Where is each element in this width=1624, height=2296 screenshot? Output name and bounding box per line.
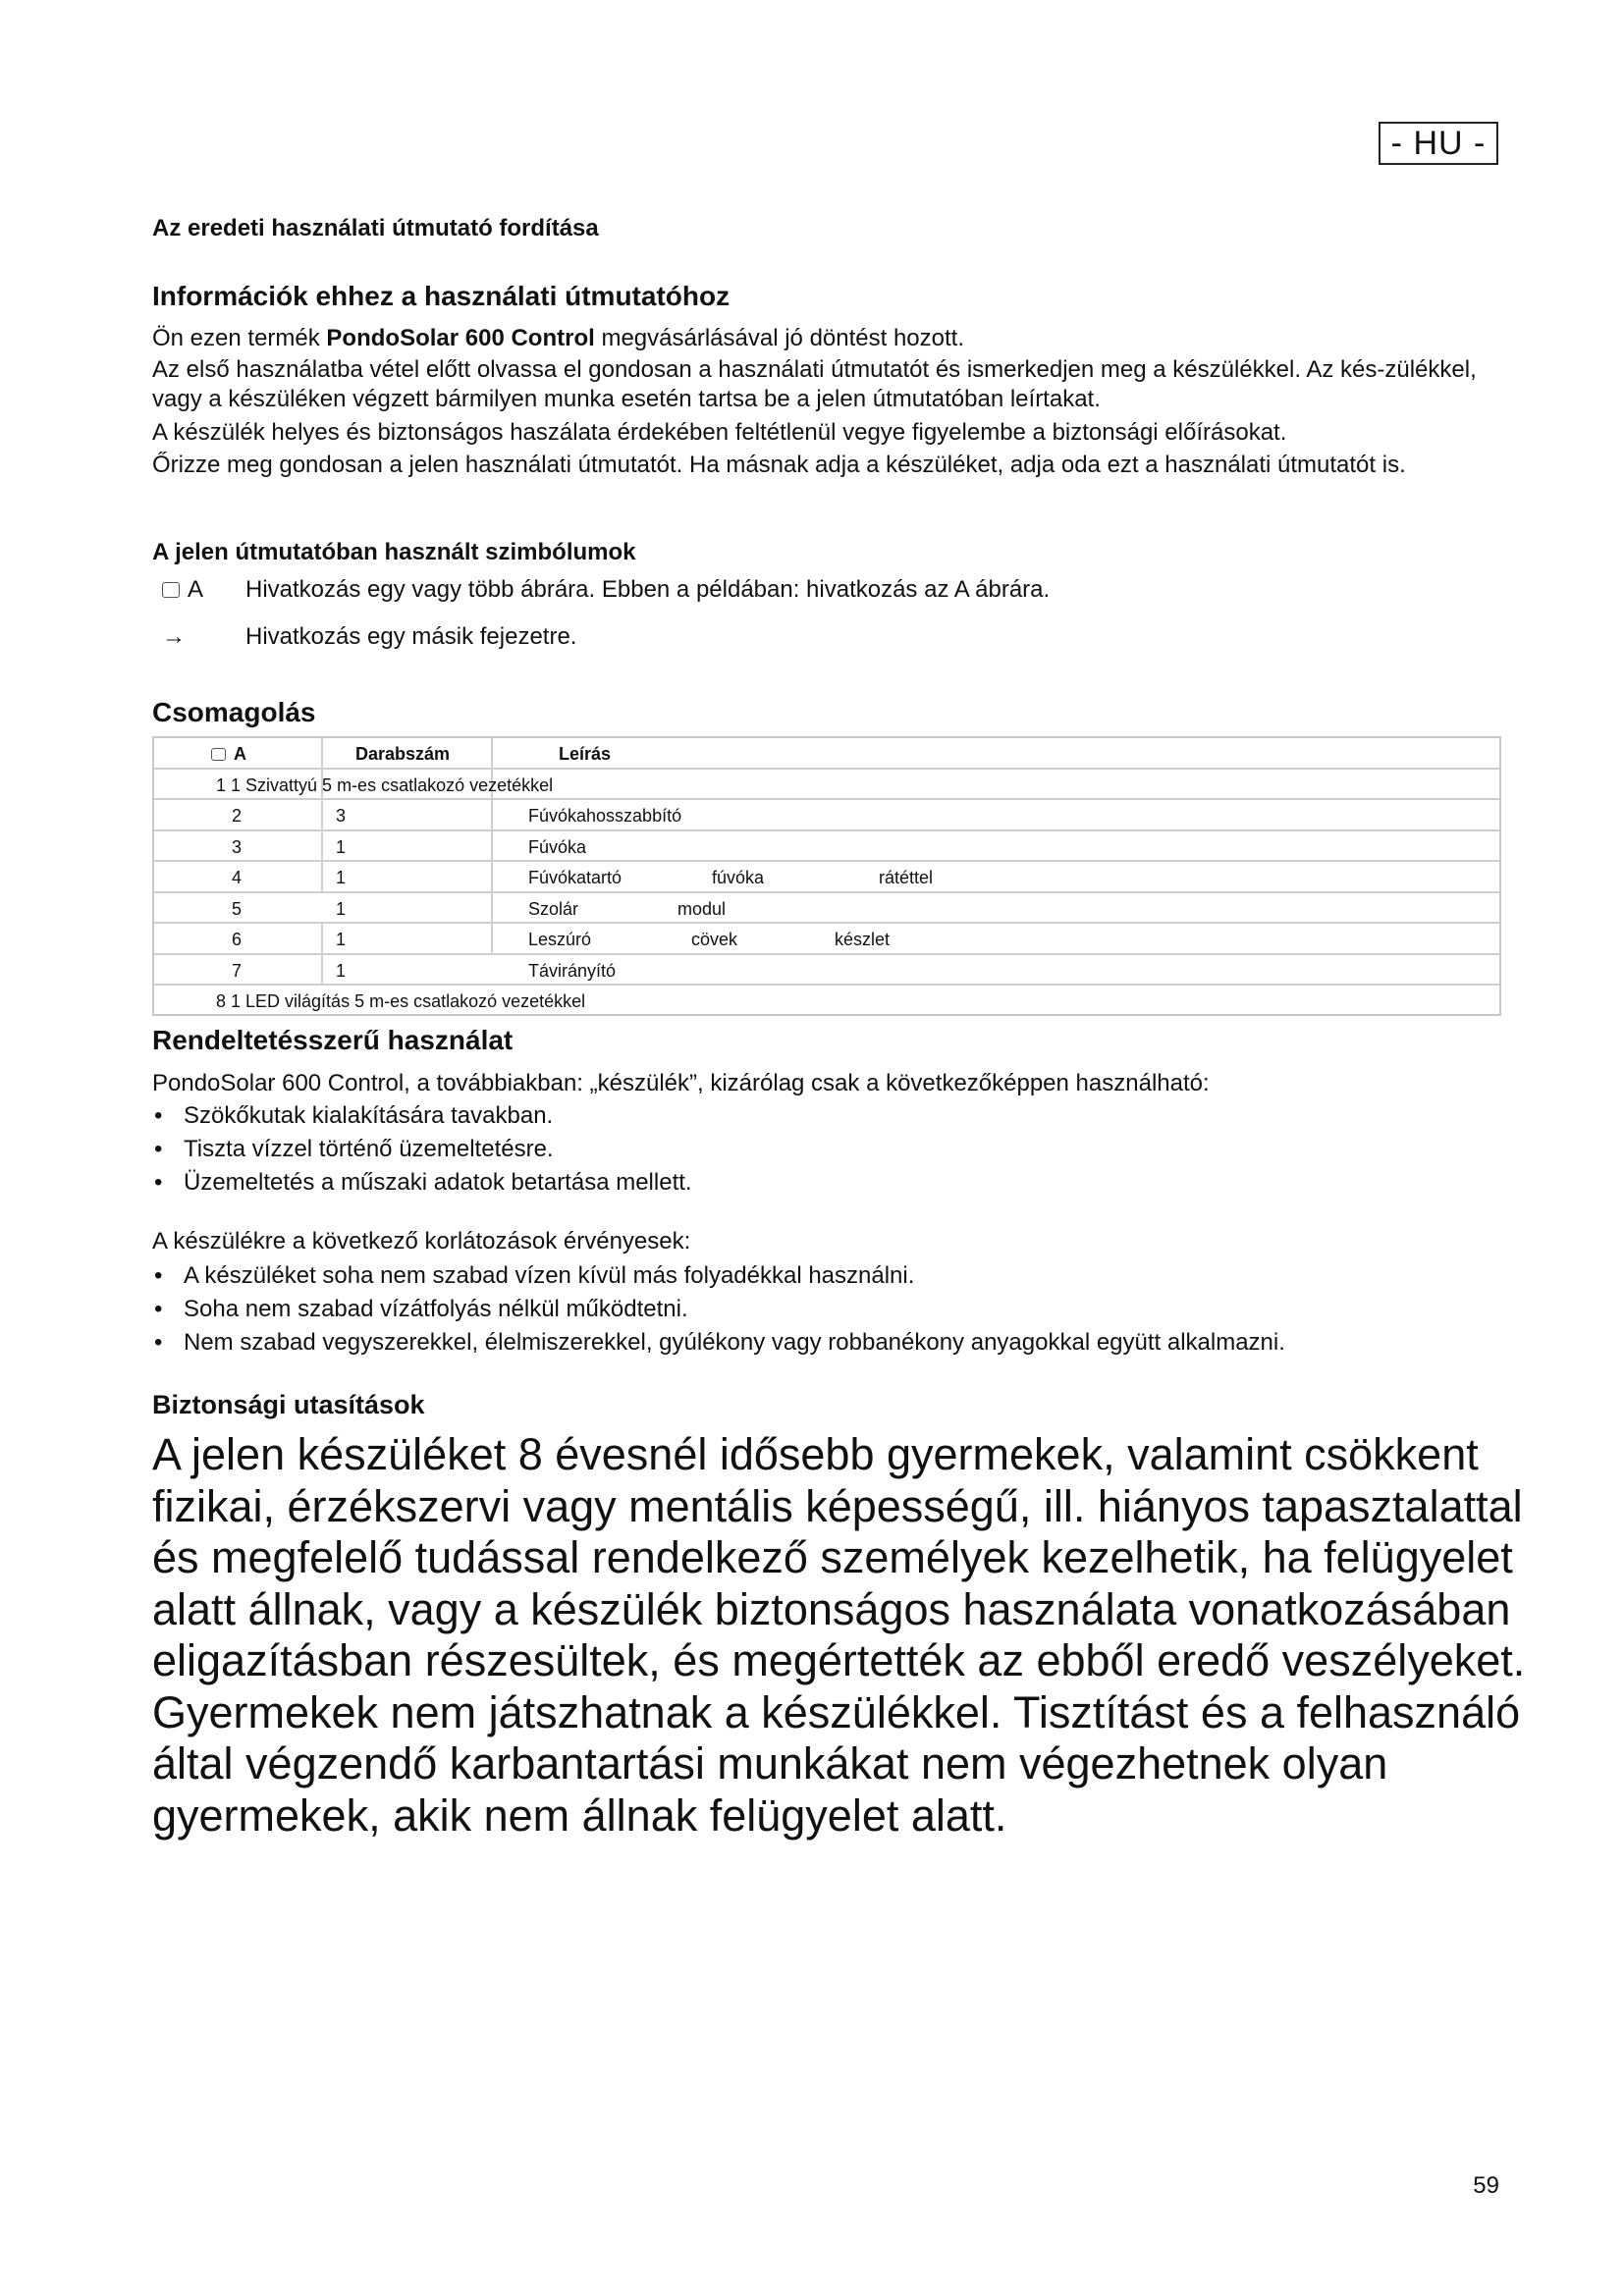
table-cell-desc: Távirányító (528, 960, 617, 981)
table-cell-merged: 8 1 LED világítás 5 m-es csatlakozó vezetékkel (216, 991, 586, 1011)
arrow-right-icon: → (162, 623, 186, 650)
info-paragraph-1 (152, 324, 1497, 353)
table-cell-count: 1 (336, 868, 347, 887)
info-paragraph-2: Az első használatba vétel előtt olvassa el gondosan a használati útmutatót és ismerkedjen meg a készülékkel. Az kés-zülékkel, vagy a készüléken végzett bármilyen munka esetén tartsa be a jelen útmutatóban leírtakat. (152, 356, 1477, 412)
table-row (154, 893, 1499, 925)
list-item: • Nem szabad vegyszerekkel, élelmiszerekkel, gyúlékony vagy robbanékony anyagokkal együtt alkalmazni. (152, 1326, 1497, 1360)
intended-use-list (152, 1099, 1497, 1200)
symbol-row-chapter (152, 622, 576, 652)
table-cell-desc: Leszúró (528, 930, 592, 949)
table-cell-desc: Fúvóka (528, 836, 587, 857)
restrictions-list (152, 1259, 1497, 1360)
table-cell-desc: fúvóka (712, 868, 765, 887)
info-heading: Információk ehhez a használati útmutatóhoz (152, 281, 731, 311)
table-cell-a: 3 (232, 836, 243, 857)
table-cell-desc: Szolár (528, 898, 579, 919)
table-header-row (154, 738, 1499, 770)
table-row (154, 800, 1499, 831)
table-row (154, 924, 1499, 955)
header-a-label: A (234, 744, 246, 764)
table-cell-count: 1 (336, 960, 347, 981)
table-cell-count: 3 (336, 806, 347, 826)
chapter-symbol-text: Hivatkozás egy másik fejezetre. (245, 623, 577, 650)
table-cell-desc: cövek (691, 930, 738, 949)
table-cell-merged: 1 1 Szivattyú 5 m-es csatlakozó vezetékkel (216, 774, 554, 795)
table-cell-a: 4 (232, 868, 243, 887)
table-cell-count: 1 (336, 930, 347, 949)
list-item: • Soha nem szabad vízátfolyás nélkül működtetni. (152, 1293, 1497, 1326)
table-cell-count: 1 (336, 836, 347, 857)
table-cell-desc: Fúvókahosszabbító (528, 806, 682, 826)
figure-box-icon (211, 748, 226, 761)
product-name: PondoSolar 600 Control (326, 325, 595, 351)
symbols-heading: A jelen útmutatóban használt szimbólumok (152, 539, 636, 565)
header-count: Darabszám (355, 744, 451, 764)
table-row (154, 955, 1499, 987)
info-p1-before: Ön ezen termék (152, 325, 327, 351)
list-item: • Szökőkutak kialakítására tavakban. (152, 1099, 1497, 1133)
info-paragraph-3: A készülék helyes és biztonságos haszálata érdekében feltétlenül vegye figyelembe a biztonsági előírásokat. (152, 419, 1287, 446)
language-badge: - HU - (1379, 122, 1498, 165)
table-cell-a: 5 (232, 898, 243, 919)
figure-symbol-letter: A (188, 576, 204, 603)
table-row (154, 770, 1499, 801)
packaging-table (152, 736, 1501, 1016)
page-number: 59 (1473, 2172, 1499, 2199)
table-row (154, 862, 1499, 893)
header-a (211, 744, 246, 765)
table-cell-desc: Fúvókatartó (528, 868, 623, 887)
table-cell-a: 2 (232, 806, 243, 826)
info-p1-after: megvásárlásával jó döntést hozott. (594, 325, 965, 351)
table-cell-desc: rátéttel (879, 868, 934, 887)
table-cell-desc: készlet (835, 930, 891, 949)
list-item: • Üzemeltetés a műszaki adatok betartása mellett. (152, 1166, 1497, 1200)
table-cell-count: 1 (336, 898, 347, 919)
restrictions-intro: A készülékre a következő korlátozások érvényesek: (152, 1228, 691, 1255)
safety-heading: Biztonsági utasítások (152, 1390, 425, 1419)
table-cell-a: 7 (232, 960, 243, 981)
list-item: • Tiszta vízzel történő üzemeltetésre. (152, 1133, 1497, 1166)
table-cell-desc: modul (677, 898, 727, 919)
table-row (154, 831, 1499, 863)
intended-use-intro: PondoSolar 600 Control, a továbbiakban: „készülék”, kizárólag csak a következőképpen használható: (152, 1070, 1210, 1096)
symbol-row-figure (152, 575, 1050, 605)
figure-symbol (152, 575, 245, 605)
intended-use-heading: Rendeltetésszerű használat (152, 1025, 514, 1055)
packaging-heading: Csomagolás (152, 697, 316, 727)
figure-symbol-text: Hivatkozás egy vagy több ábrára. Ebben a példában: hivatkozás az A ábrára. (245, 576, 1051, 603)
info-paragraph-4: Őrizze meg gondosan a jelen használati útmutatót. Ha másnak adja a készüléket, adja oda ezt a használati útmutatót is. (152, 452, 1406, 478)
table-cell-a: 6 (232, 930, 243, 949)
list-item: • A készüléket soha nem szabad vízen kívül más folyadékkal használni. (152, 1259, 1497, 1293)
header-description: Leírás (559, 744, 612, 764)
figure-box-icon (162, 582, 180, 598)
document-title: Az eredeti használati útmutató fordítása (152, 215, 599, 241)
safety-text: A jelen készüléket 8 évesnél idősebb gyermekek, valamint csökkent fizikai, érzékszervi vagy mentális képességű, ill. hiányos tapasztalattal és megfelelő tudással rendelkező személyek kezelhetik, ha felügyelet alatt állnak, vagy a készülék biztonságos használata vonatkozásában eligazításban részesültek, és megértették az ebből eredő veszélyeket. Gyermekek nem játszhatnak a készülékkel. Tisztítást és a felhasználó által végzendő karbantartási munkákat nem végezhetnek olyan gyermekek, akik nem állnak felügyelet alatt. (152, 1429, 1526, 1841)
table-row (154, 986, 1499, 1017)
